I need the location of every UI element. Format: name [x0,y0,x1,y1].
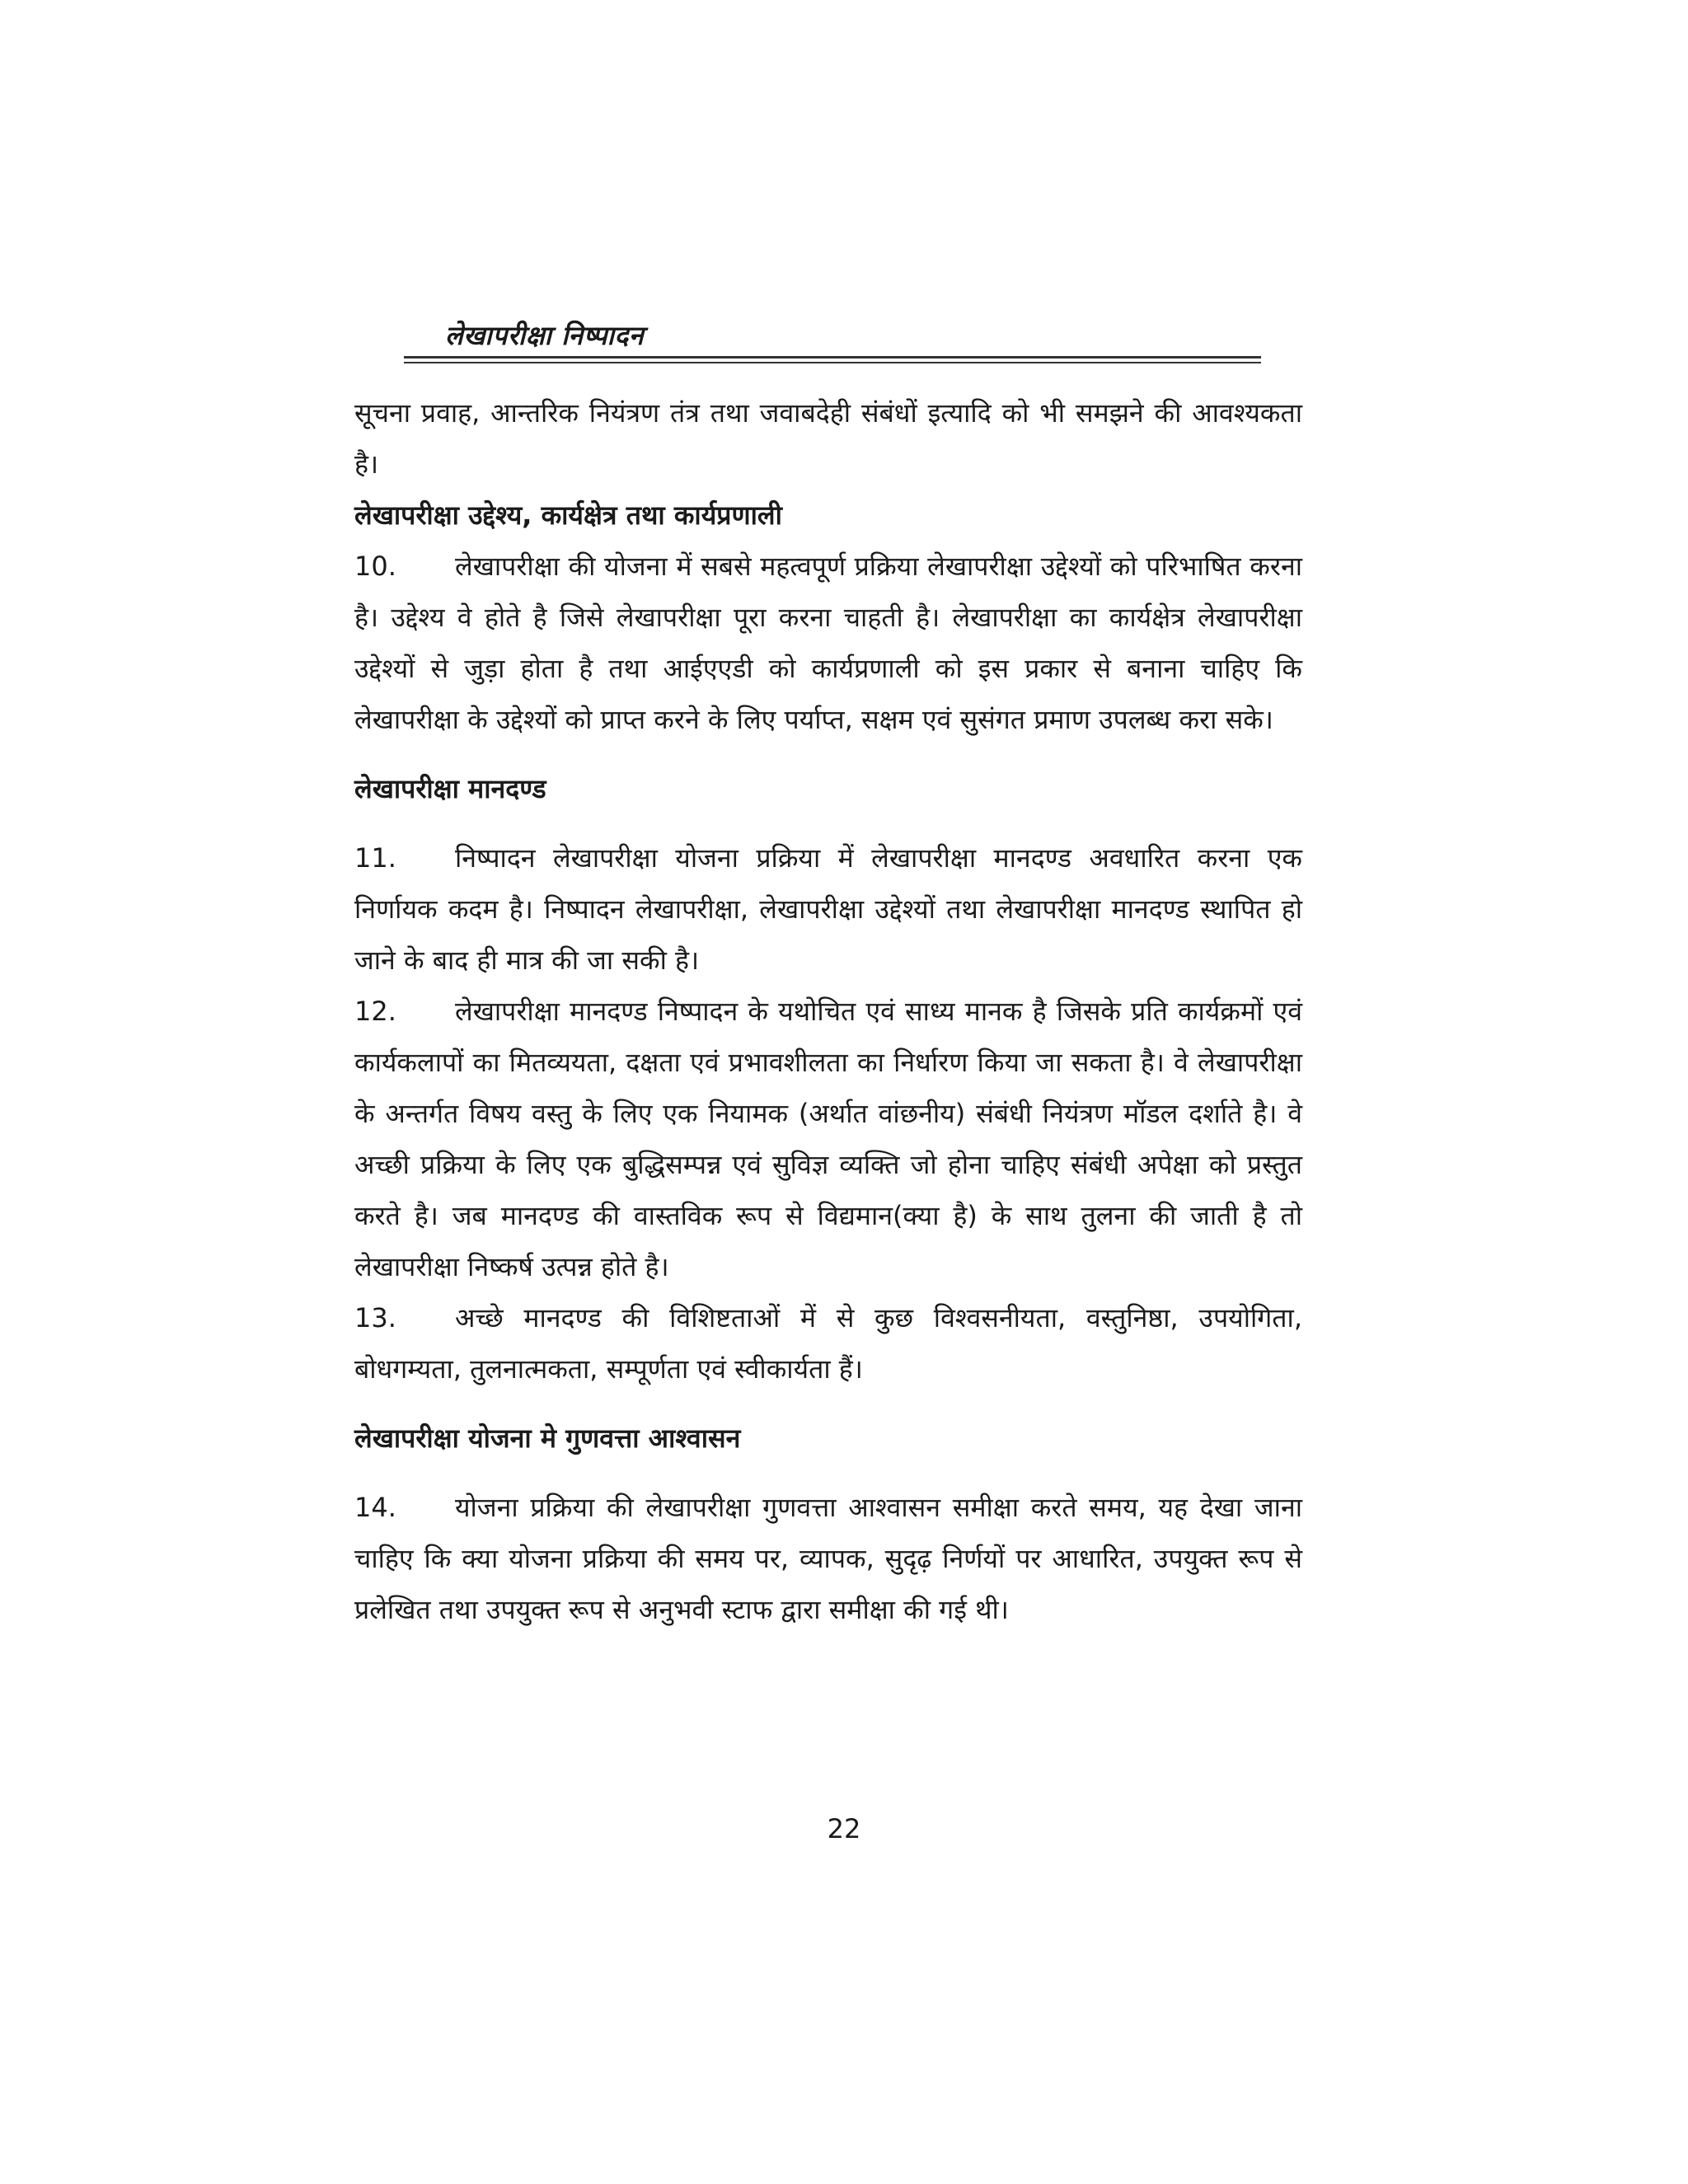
paragraph-14 [354,1482,1302,1635]
section-heading-criteria: लेखापरीक्षा मानदण्ड [354,773,546,804]
paragraph-text: निष्पादन लेखापरीक्षा योजना प्रक्रिया में लेखापरीक्षा मानदण्ड अवधारित करना एक निर्णायक कदम है। निष्पादन लेखापरीक्षा, लेखापरीक्षा उद्देश्यों तथा लेखापरीक्षा मानदण्ड स्थापित हो जाने के बाद ही मात्र की जा सकी है। [354,842,1302,976]
paragraph-text: लेखापरीक्षा की योजना में सबसे महत्वपूर्ण प्रक्रिया लेखापरीक्षा उद्देश्यों को परिभाषित करना है। उद्देश्य वे होते है जिसे लेखापरीक्षा पूरा करना चाहती है। लेखापरीक्षा का कार्यक्षेत्र लेखापरीक्षा उद्देश्यों से जुड़ा होता है तथा आईएएडी को कार्यप्रणाली को इस प्रकार से बनाना चाहिए कि लेखापरीक्षा के उद्देश्यों को प्राप्त करने के लिए पर्याप्त, सक्षम एवं सुसंगत प्रमाण उपलब्ध करा सके। [354,551,1302,735]
paragraph-number: 10. [354,551,396,582]
paragraph-11 [354,832,1302,986]
paragraph-text: लेखापरीक्षा मानदण्ड निष्पादन के यथोचित एवं साध्य मानक है जिसके प्रति कार्यक्रमों एवं कार्यकलापों का मितव्ययता, दक्षता एवं प्रभावशीलता का निर्धारण किया जा सकता है। वे लेखापरीक्षा के अन्तर्गत विषय वस्तु के लिए एक नियामक (अर्थात वांछनीय) संबंधी नियंत्रण मॉडल दर्शाते है। वे अच्छी प्रक्रिया के लिए एक बुद्धिसम्पन्न एवं सुविज्ञ व्यक्ति जो होना चाहिए संबंधी अपेक्षा को प्रस्तुत करते है। जब मानदण्ड की वास्तविक रूप से विद्यमान(क्या है) के साथ तुलना की जाती है तो लेखापरीक्षा निष्कर्ष उत्पन्न होते है। [354,996,1302,1282]
paragraph-number: 12. [354,996,396,1027]
paragraph-text: अच्छे मानदण्ड की विशिष्टताओं में से कुछ विश्वसनीयता, वस्तुनिष्ठा, उपयोगिता, बोधगम्यता, तुलनात्मकता, सम्पूर्णता एवं स्वीकार्यता हैं। [354,1302,1302,1385]
page-body [354,387,1302,1635]
paragraph-10 [354,541,1302,745]
paragraph-number: 11. [354,842,396,874]
section-heading-objectives: लेखापरीक्षा उद्देश्य, कार्यक्षेत्र तथा कार्यप्रणाली [354,499,782,531]
paragraph-text: योजना प्रक्रिया की लेखापरीक्षा गुणवत्ता आश्वासन समीक्षा करते समय, यह देखा जाना चाहिए कि क्या योजना प्रक्रिया की समय पर, व्यापक, सुदृढ़ निर्णयों पर आधारित, उपयुक्त रूप से प्रलेखित तथा उपयुक्त रूप से अनुभवी स्टाफ द्वारा समीक्षा की गई थी। [354,1492,1302,1625]
running-head: लेखापरीक्षा निष्पादन [445,320,645,351]
header-rule-top [404,356,1261,359]
section-heading-quality-assurance: लेखापरीक्षा योजना मे गुणवत्ता आश्वासन [354,1422,741,1454]
header-rule-bottom [404,362,1261,363]
paragraph-13 [354,1292,1302,1394]
paragraph-number: 13. [354,1302,396,1333]
paragraph-12 [354,986,1302,1292]
intro-paragraph: सूचना प्रवाह, आन्तरिक नियंत्रण तंत्र तथा जवाबदेही संबंधों इत्यादि को भी समझने की आवश्यकता है। [354,397,1302,480]
paragraph-number: 14. [354,1492,396,1523]
page-number: 22 [827,1813,861,1844]
